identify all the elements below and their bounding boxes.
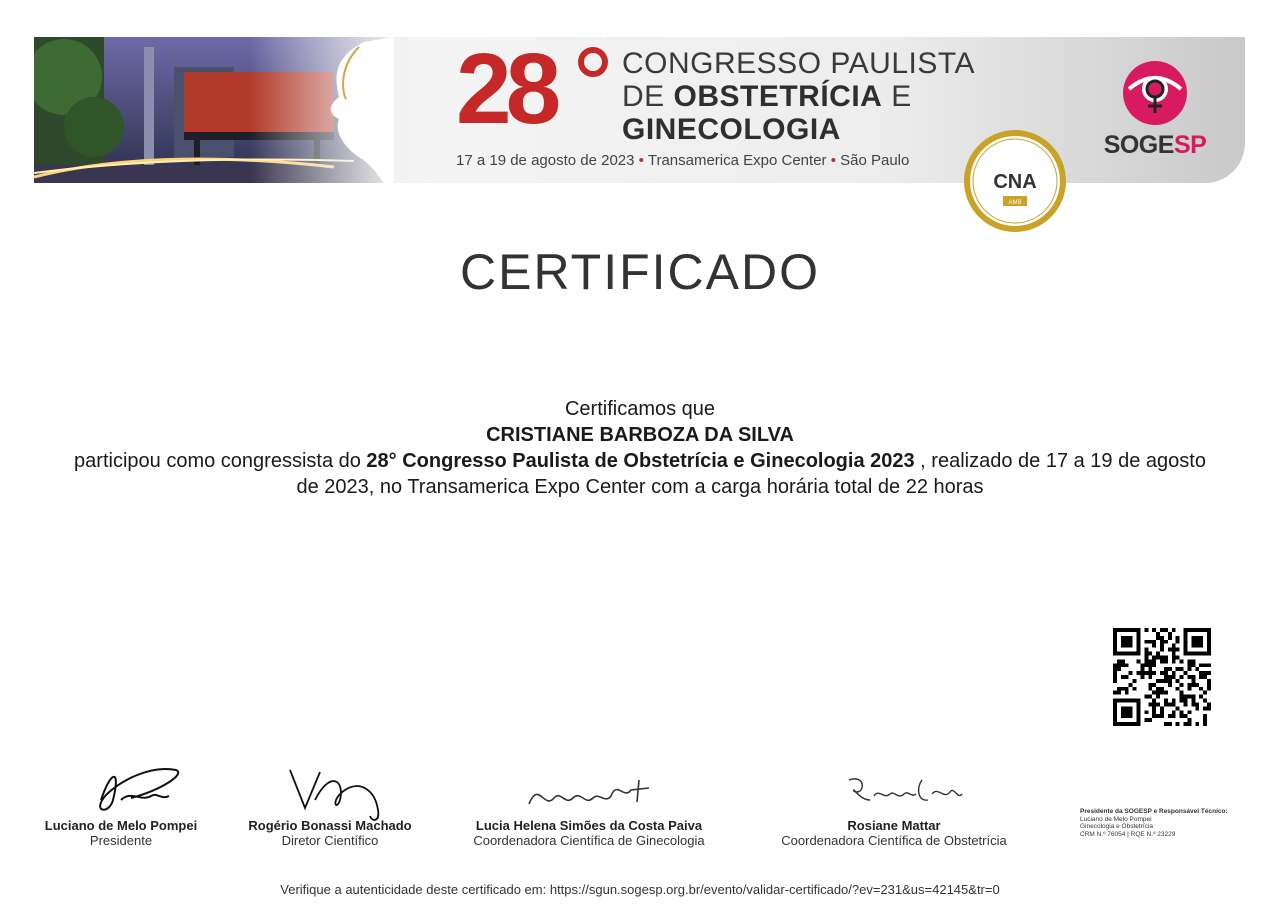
technical-responsible-specialty: Ginecologia e Obstetrícia — [1080, 823, 1153, 830]
event-details-text: , realizado de 17 a 19 de agosto de 2023, no Transamerica Expo Center com a carga horária total de 22 horas — [296, 450, 1206, 498]
event-title-line3: GINECOLOGIA — [622, 113, 841, 146]
signatory-name: Rogério Bonassi Machado — [248, 818, 412, 833]
participant-name: CRISTIANE BARBOZA DA SILVA — [486, 424, 794, 446]
signature-block-president — [38, 760, 204, 848]
handwritten-signature — [804, 760, 984, 822]
technical-responsible-registration: CRM N.º 76054 | RQE N.º 23229 — [1080, 830, 1176, 838]
certificate-title: CERTIFICADO — [460, 244, 820, 300]
technical-responsible-name: Luciano de Melo Pompei — [1080, 815, 1152, 823]
degree-symbol — [578, 47, 608, 77]
signature-block-scientific-director — [240, 760, 420, 848]
svg-text:CNA: CNA — [993, 171, 1037, 193]
handwritten-signature — [499, 760, 679, 822]
signature-block-obstetrics-coordinator — [766, 760, 1022, 848]
sogesp-wordmark-part2: SP — [1173, 131, 1207, 159]
signatory-role: Coordenadora Científica de Obstetrícia — [781, 833, 1007, 848]
separator-dot: • — [638, 152, 644, 169]
svg-text:AMB: AMB — [1008, 200, 1022, 206]
event-title-line2 — [622, 80, 975, 113]
signatory-role: Presidente — [89, 833, 153, 848]
event-name: 28° Congresso Paulista de Obstetrícia e Ginecologia 2023 — [366, 450, 915, 472]
signatory-role: Diretor Científico — [281, 833, 379, 848]
technical-responsible-note — [1080, 808, 1245, 838]
event-title-line1: CONGRESSO PAULISTA — [622, 47, 975, 80]
female-symbol-icon — [1121, 59, 1189, 127]
signatory-name: Lucia Helena Simões da Costa Paiva — [475, 818, 703, 833]
separator-dot: • — [830, 152, 836, 169]
verification-url-text[interactable]: Verifique a autenticidade deste certificado em: https://sgun.sogesp.org.br/evento/validar-certificado/?ev=231&us=42145&tr=0 — [280, 882, 1000, 897]
signatory-name: Luciano de Melo Pompei — [44, 818, 198, 833]
event-title — [622, 47, 975, 146]
city-photo-illustration — [34, 37, 394, 183]
technical-responsible-heading: Presidente da SOGESP e Responsável Técnico: — [1080, 808, 1228, 815]
event-title-prefix: DE — [622, 80, 674, 113]
verification-qr-code[interactable] — [1113, 628, 1211, 726]
participation-text: participou como congressista do — [74, 450, 367, 472]
edition-number: 28 — [456, 37, 556, 145]
signatory-role: Coordenadora Científica de Ginecologia — [473, 833, 705, 848]
event-subtitle — [456, 152, 909, 169]
event-venue: Transamerica Expo Center — [647, 152, 827, 169]
handwritten-signature — [51, 760, 191, 822]
sogesp-wordmark — [1095, 131, 1215, 160]
event-title-bold: OBSTETRÍCIA — [673, 80, 883, 113]
certificate-intro: Certificamos que — [564, 398, 716, 420]
certificate-body — [70, 396, 1210, 500]
cna-accreditation-seal — [962, 128, 1068, 234]
handwritten-signature — [260, 760, 400, 822]
event-date: 17 a 19 de agosto de 2023 — [456, 152, 635, 169]
event-city: São Paulo — [840, 152, 910, 169]
sogesp-wordmark-part1: SOGE — [1103, 131, 1174, 159]
event-title-suffix: E — [882, 80, 912, 113]
signature-block-gynecology-coordinator — [455, 760, 723, 848]
sogesp-logo — [1095, 59, 1215, 160]
signatory-name: Rosiane Mattar — [847, 818, 941, 833]
